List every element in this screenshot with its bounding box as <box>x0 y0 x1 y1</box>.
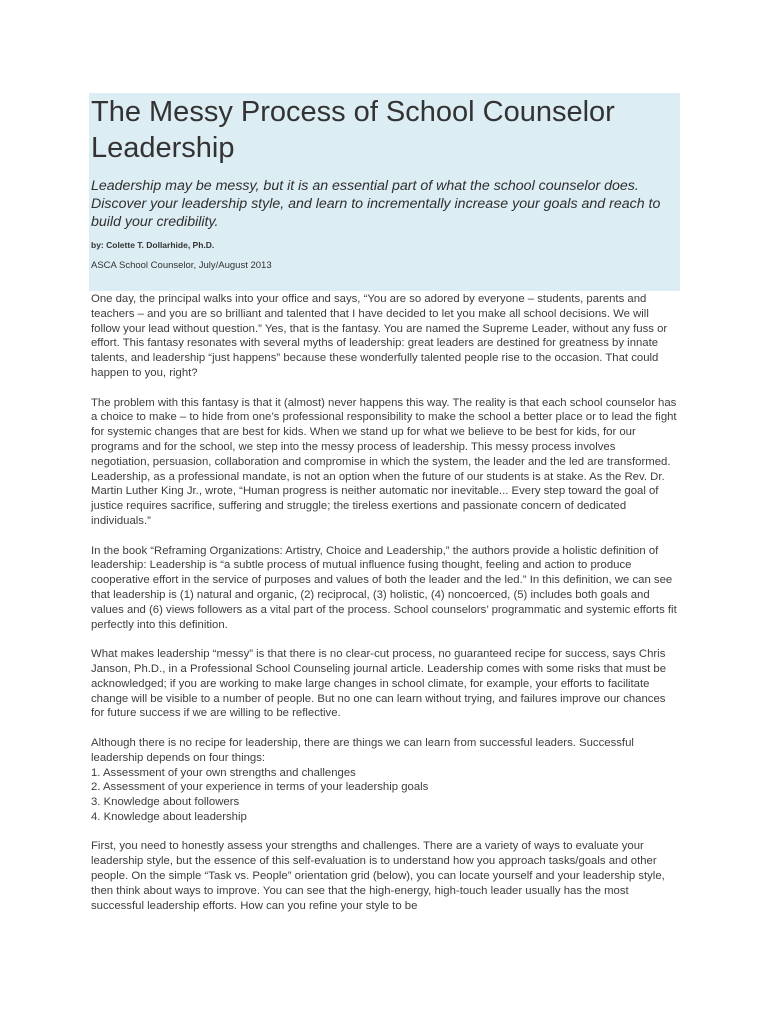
list-item: 3. Knowledge about followers <box>91 796 240 809</box>
body-paragraph-2: The problem with this fantasy is that it (almost) never happens this way. The reality is that each school counselor has a choice to make – to hide from one’s professional responsibility to make the school a better place or to lead the fight for systemic changes that are best for kids. When we stand up for what we believe to be best for kids, for our programs and for the school, we step into the messy process of leadership. This messy process involves negotiation, persuasion, collaboration and compromise in which the system, the leader and the led are transformed. Leadership, as a professional mandate, is not an option when the future of our students is at stake. As the Rev. Dr. Martin Luther King Jr., wrote, “Human progress is neither automatic nor inevitable... Every step toward the goal of justice requires sacrifice, suffering and struggle; the tireless exertions and passionate concern of dedicated individuals.” <box>91 396 677 527</box>
body-paragraph-3: In the book “Reframing Organizations: Artistry, Choice and Leadership,” the authors provide a holistic definition of leadership: Leadership is “a subtle process of mutual influence fusing thought, feeling and action to produce cooperative effort in the service of purposes and values of both the leader and the led.” In this definition, we can see that leadership is (1) natural and organic, (2) reciprocal, (3) holistic, (4) noncoerced, (5) includes both goals and values and (6) views followers as a vital part of the process. School counselors’ programmatic and systemic efforts fit perfectly into this definition. <box>91 544 677 631</box>
article-byline: by: Colette T. Dollarhide, Ph.D. <box>91 240 215 250</box>
body-paragraph-5: Although there is no recipe for leadership, there are things we can learn from successful leaders. Successful leadership depends on four things: <box>91 736 634 764</box>
article-body <box>91 292 677 928</box>
body-paragraph-6: First, you need to honestly assess your strengths and challenges. There are a variety of ways to evaluate your leadership style, but the essence of this self-evaluation is to understand how you approach tasks/goals and other people. On the simple “Task vs. People” orientation grid (below), you can locate yourself and your leadership style, then think about ways to improve. You can see that the high-energy, high-touch leader usually has the most successful leadership efforts. How can you refine your style to be <box>91 840 665 912</box>
list-item: 4. Knowledge about leadership <box>91 810 247 823</box>
body-paragraph-1: One day, the principal walks into your office and says, “You are so adored by everyone – students, parents and teachers – and you are so brilliant and talented that I have decided to let you make all school decisions. We will follow your lead without question.” Yes, that is the fantasy. You are named the Supreme Leader, without any fuss or effort. This fantasy resonates with several myths of leadership: great leaders are destined for greatness by innate talents, and leadership “just happens” because these wonderfully talented people rise to the occasion. That could happen to you, right? <box>91 293 668 379</box>
article-title: The Messy Process of School Counselor Leadership <box>91 96 615 164</box>
article-subtitle: Leadership may be messy, but it is an essential part of what the school counselor does. Discover your leadership style, and learn to incrementally increase your goals and reach to build your credibility. <box>91 178 661 230</box>
leadership-list-block <box>91 736 677 825</box>
leadership-requirements-list <box>91 766 677 825</box>
body-paragraph-4: What makes leadership “messy” is that there is no clear-cut process, no guaranteed recipe for success, says Chris Janson, Ph.D., in a Professional School Counseling journal article. Leadership comes with some risks that must be acknowledged; if you are working to make large changes in school climate, for example, your efforts to facilitate change will be visible to a number of people. But no one can learn without trying, and failures improve our chances for future success if we are willing to be reflective. <box>91 648 667 720</box>
article-source: ASCA School Counselor, July/August 2013 <box>91 260 272 271</box>
list-item: 1. Assessment of your own strengths and challenges <box>91 766 356 779</box>
list-item: 2. Assessment of your experience in terms of your leadership goals <box>91 781 429 794</box>
